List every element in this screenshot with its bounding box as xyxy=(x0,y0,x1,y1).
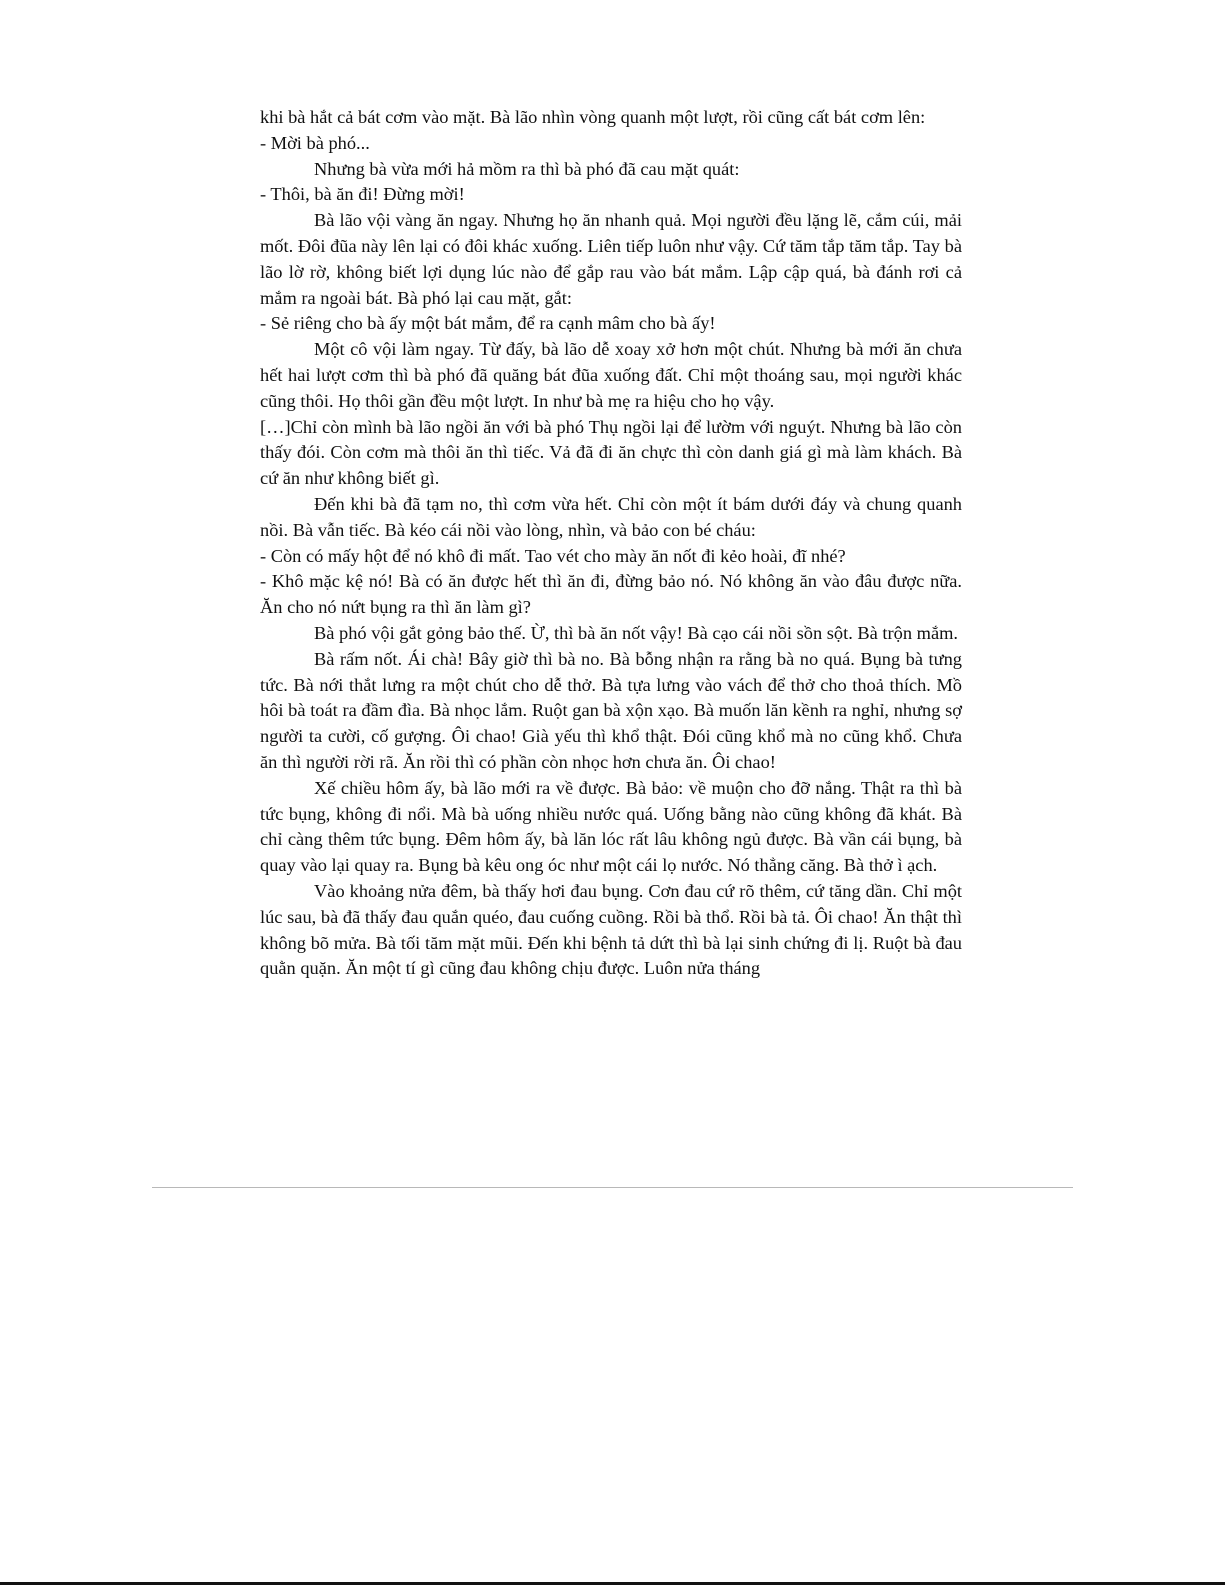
page-separator-line xyxy=(152,1187,1073,1188)
paragraph: - Còn có mấy hột để nó khô đi mất. Tao vét cho mày ăn nốt đi kẻo hoài, đĩ nhé? xyxy=(260,545,846,566)
paragraph: Vào khoảng nửa đêm, bà thấy hơi đau bụng. Cơn đau cứ rõ thêm, cứ tăng dần. Chỉ một lúc sau, bà đã thấy đau quắn quéo, đau cuống cuồng. Rồi bà thổ. Rồi bà tả. Ôi chao! Ăn thật thì không bõ mửa. Bà tối tăm mặt mũi. Đến khi bệnh tả dứt thì bà lại sinh chứng đi lị. Ruột bà đau quằn quặn. Ăn một tí gì cũng đau không chịu được. Luôn nửa tháng xyxy=(260,880,962,979)
paragraph: Xế chiều hôm ấy, bà lão mới ra về được. Bà bảo: về muộn cho đỡ nắng. Thật ra thì bà tức bụng, không đi nổi. Mà bà uống nhiều nước quá. Uống bằng nào cũng không đã khát. Bà chỉ càng thêm tức bụng. Đêm hôm ấy, bà lăn lóc rất lâu không ngủ được. Bà vần cái bụng, bà quay vào lại quay ra. Bụng bà kêu ong óc như một cái lọ nước. Nó thẳng căng. Bà thở ì ạch. xyxy=(260,777,962,876)
paragraph: Bà phó vội gắt gỏng bảo thế. Ừ, thì bà ăn nốt vậy! Bà cạo cái nồi sồn sột. Bà trộn mắm. xyxy=(314,622,959,643)
paragraph: Bà rấm nốt. Ái chà! Bây giờ thì bà no. Bà bỗng nhận ra rằng bà no quá. Bụng bà tưng tức. Bà nới thắt lưng ra một chút cho dễ thở. Bà tựa lưng vào vách để thở cho thoả thích. Mồ hôi bà toát ra đầm đìa. Bà nhọc lắm. Ruột gan bà xộn xạo. Bà muốn lăn kềnh ra nghỉ, nhưng sợ người ta cười, cố gượng. Ôi chao! Già yếu thì khổ thật. Đói cũng khổ mà no cũng khổ. Chưa ăn thì người rời rã. Ăn rồi thì có phần còn nhọc hơn chưa ăn. Ôi chao! xyxy=(260,648,962,772)
paragraph: Một cô vội làm ngay. Từ đấy, bà lão dễ xoay xở hơn một chút. Nhưng bà mới ăn chưa hết hai lượt cơm thì bà phó đã quăng bát đũa xuống đất. Chỉ một thoáng sau, mọi người khác cũng thôi. Họ thôi gần đều một lượt. In như bà mẹ ra hiệu cho họ vậy. xyxy=(260,339,962,411)
paragraph: […]Chỉ còn mình bà lão ngồi ăn với bà phó Thụ ngồi lại để lườm với nguýt. Nhưng bà lão còn thấy đói. Còn cơm mà thôi ăn thì tiếc. Vả đã đi ăn chực thì còn danh giá gì mà làm khách. Bà cứ ăn như không biết gì. xyxy=(260,416,962,489)
paragraph: Đến khi bà đã tạm no, thì cơm vừa hết. Chỉ còn một ít bám dưới đáy và chung quanh nồi. Bà vẫn tiếc. Bà kéo cái nồi vào lòng, nhìn, và bảo con bé cháu: xyxy=(260,493,962,540)
document-body xyxy=(260,105,962,982)
paragraph: - Sẻ riêng cho bà ấy một bát mắm, để ra cạnh mâm cho bà ấy! xyxy=(260,313,716,334)
paragraph: - Khô mặc kệ nó! Bà có ăn được hết thì ăn đi, đừng bảo nó. Nó không ăn vào đâu được nữa. Ăn cho nó nứt bụng ra thì ăn làm gì? xyxy=(260,571,962,618)
paragraph: - Thôi, bà ăn đi! Đừng mời! xyxy=(260,184,465,205)
paragraph: Bà lão vội vàng ăn ngay. Nhưng họ ăn nhanh quả. Mọi người đều lặng lẽ, cắm cúi, mải mốt. Đôi đũa này lên lại có đôi khác xuống. Liên tiếp luôn như vậy. Cứ tăm tắp tăm tắp. Tay bà lão lờ rờ, không biết lợi dụng lúc nào để gắp rau vào bát mắm. Lập cập quá, bà đánh rơi cả mắm ra ngoài bát. Bà phó lại cau mặt, gắt: xyxy=(260,210,962,308)
paragraph: khi bà hắt cả bát cơm vào mặt. Bà lão nhìn vòng quanh một lượt, rồi cũng cất bát cơm lên: xyxy=(260,107,926,127)
paragraph: - Mời bà phó... xyxy=(260,132,370,153)
paragraph: Nhưng bà vừa mới hả mồm ra thì bà phó đã cau mặt quát: xyxy=(314,158,740,179)
